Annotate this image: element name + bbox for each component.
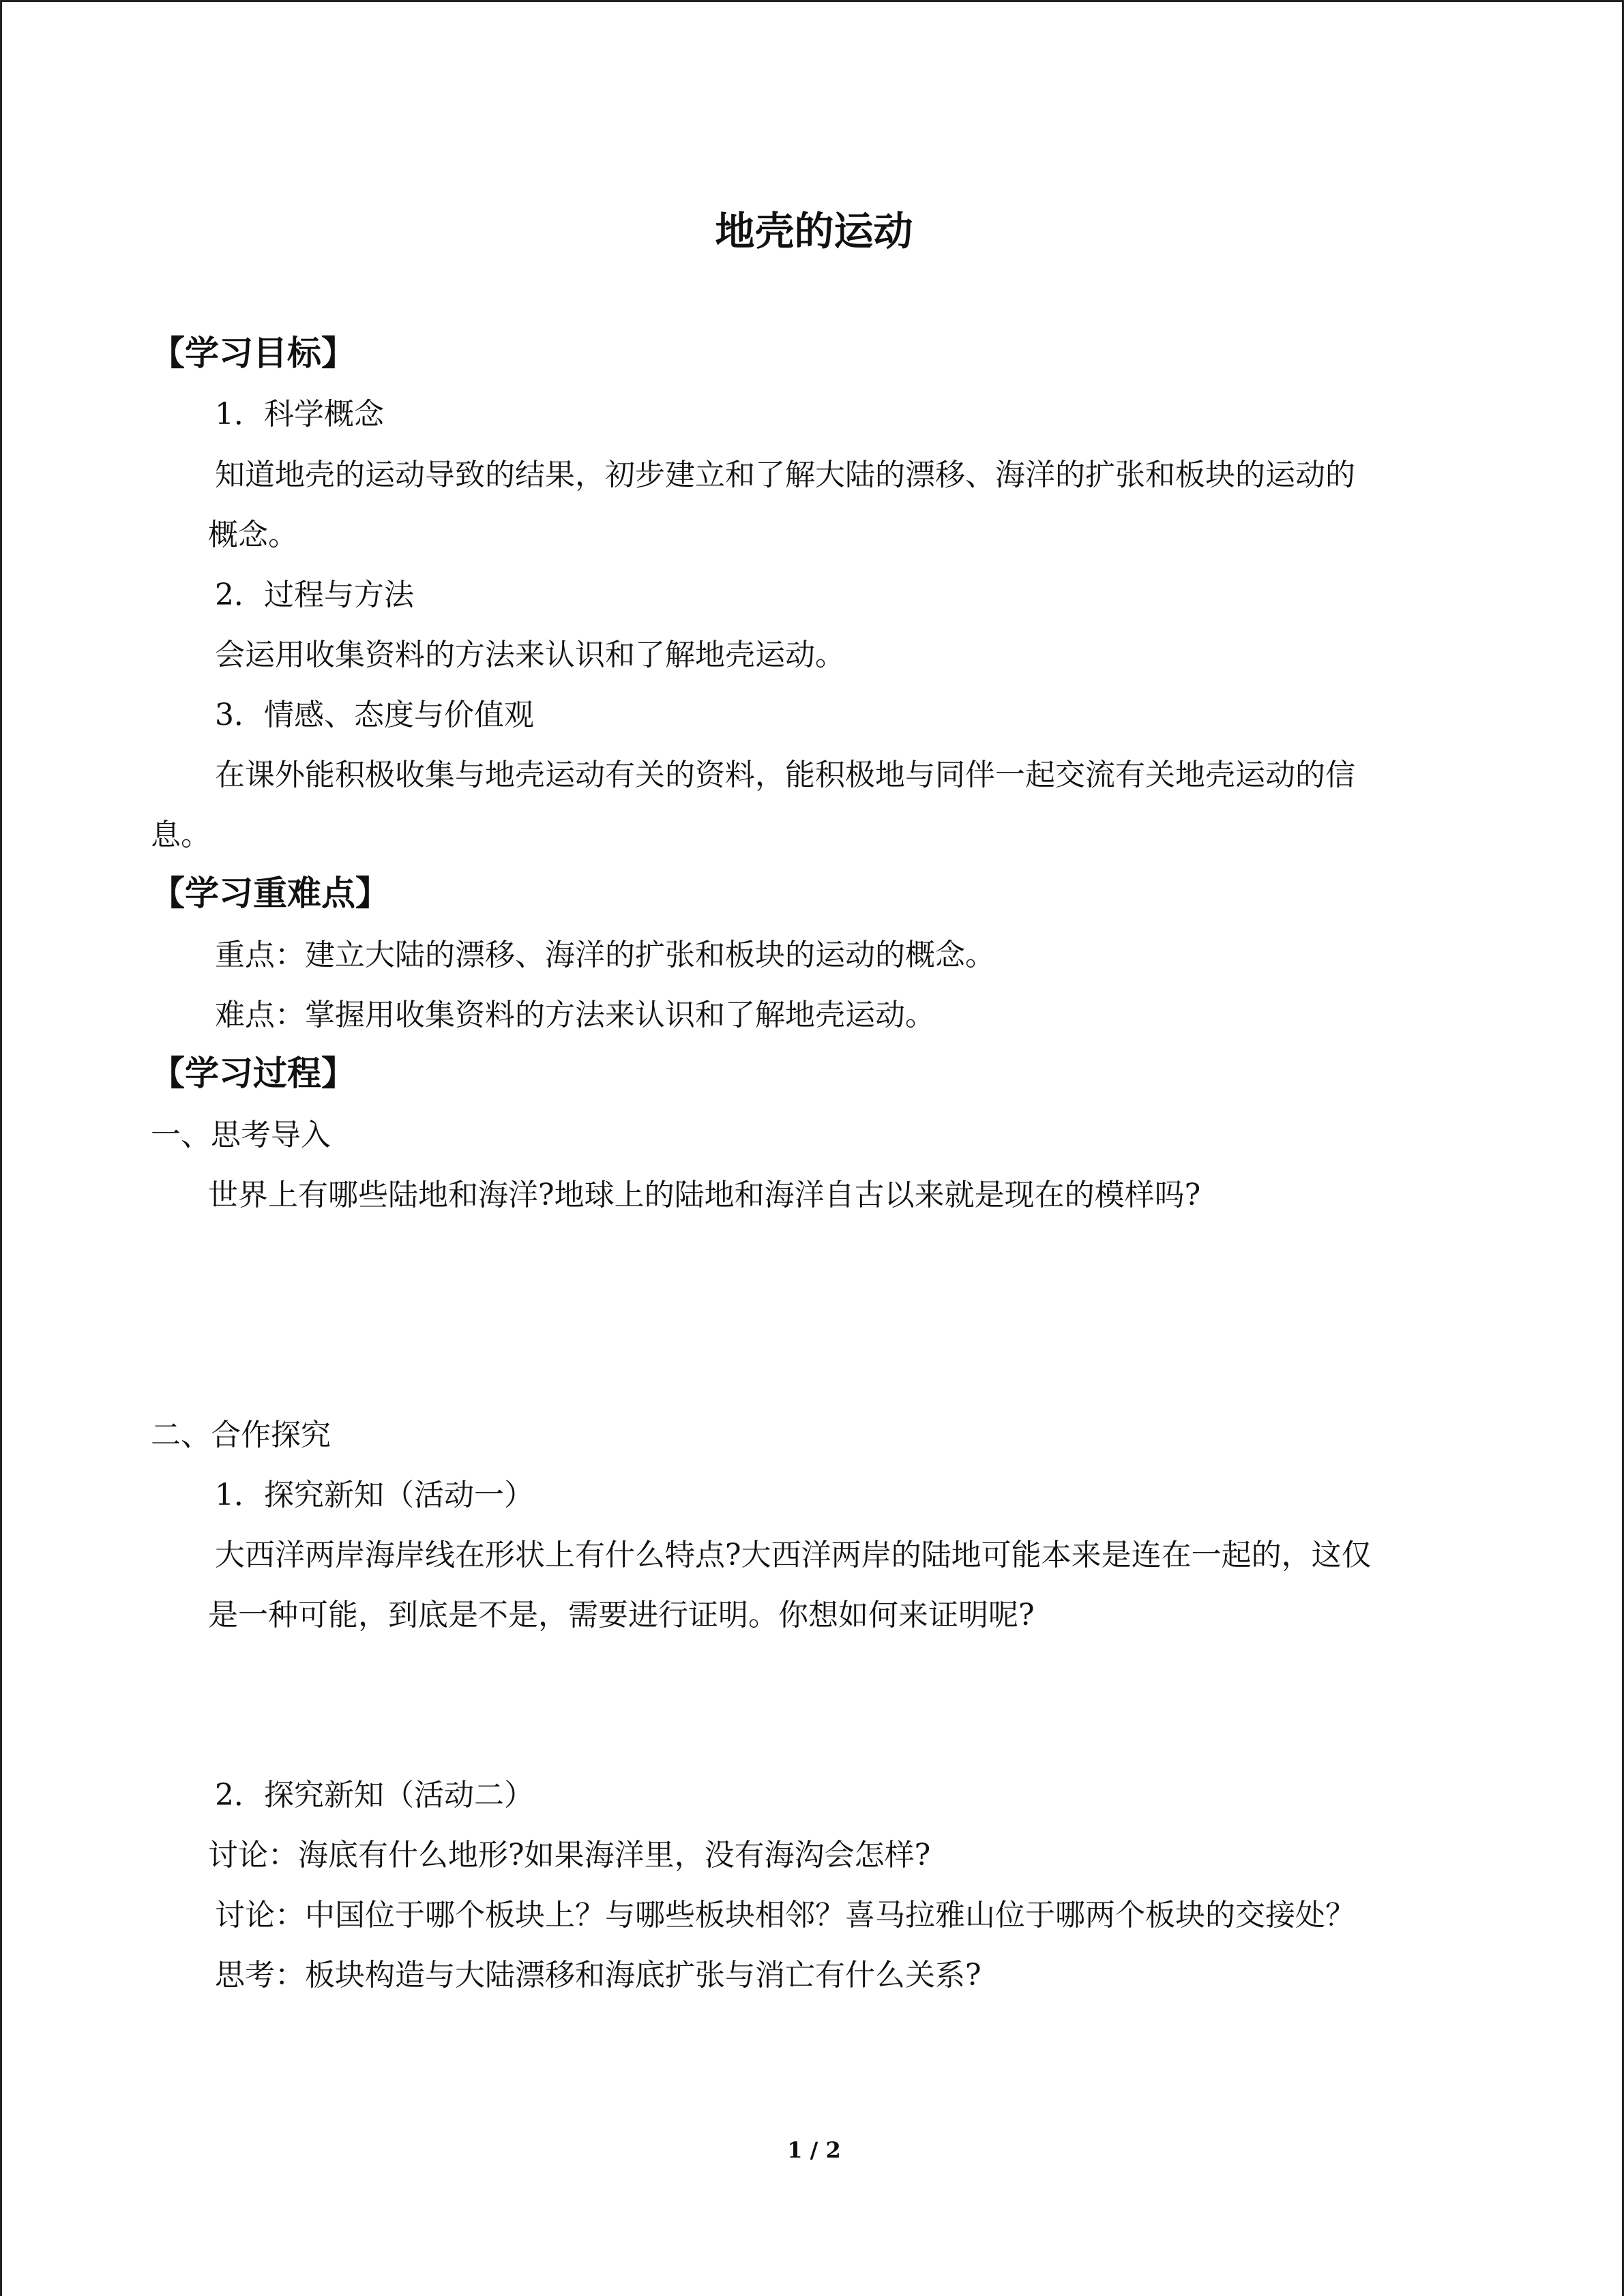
- objective-3-text-line2: 息。: [151, 818, 211, 852]
- section-1-title: 一、思考导入: [151, 1118, 331, 1152]
- objective-3-text-line1: 在课外能积极收集与地壳运动有关的资料，能积极地与同伴一起交流有关地壳运动的信: [215, 758, 1355, 792]
- objectives-heading: 【学习目标】: [151, 333, 355, 373]
- section-1-text: 世界上有哪些陆地和海洋?地球上的陆地和海洋自古以来就是现在的模样吗?: [208, 1178, 1201, 1212]
- difficult-point-text: 难点：掌握用收集资料的方法来认识和了解地壳运动。: [215, 998, 935, 1032]
- activity-2-title: 2．探究新知（活动二）: [215, 1778, 534, 1813]
- document-title: 地壳的运动: [715, 208, 913, 254]
- activity-2-thinking: 思考：板块构造与大陆漂移和海底扩张与消亡有什么关系?: [215, 1958, 981, 1993]
- page-number: 1 / 2: [787, 2137, 841, 2163]
- section-2-title: 二、合作探究: [151, 1418, 331, 1452]
- activity-2-discussion-2: 讨论：中国位于哪个板块上？与哪些板块相邻？喜马拉雅山位于哪两个板块的交接处？: [215, 1898, 1355, 1933]
- objective-2-text: 会运用收集资料的方法来认识和了解地壳运动。: [215, 638, 845, 672]
- objective-1-title: 1．科学概念: [215, 397, 384, 432]
- key-point-text: 重点：建立大陆的漂移、海洋的扩张和板块的运动的概念。: [215, 938, 995, 972]
- activity-1-title: 1．探究新知（活动一）: [215, 1478, 534, 1512]
- activity-2-discussion-1: 讨论：海底有什么地形?如果海洋里，没有海沟会怎样?: [208, 1838, 931, 1873]
- process-heading: 【学习过程】: [151, 1054, 355, 1093]
- activity-1-text-line2: 是一种可能，到底是不是，需要进行证明。你想如何来证明呢?: [208, 1598, 1035, 1632]
- objective-1-text-line1: 知道地壳的运动导致的结果，初步建立和了解大陆的漂移、海洋的扩张和板块的运动的: [215, 458, 1355, 492]
- key-points-heading: 【学习重难点】: [151, 874, 389, 913]
- objective-1-text-line2: 概念。: [208, 518, 298, 552]
- activity-1-text-line1: 大西洋两岸海岸线在形状上有什么特点?大西洋两岸的陆地可能本来是连在一起的，这仅: [215, 1538, 1372, 1572]
- objective-2-title: 2．过程与方法: [215, 578, 414, 612]
- objective-3-title: 3．情感、态度与价值观: [215, 698, 534, 732]
